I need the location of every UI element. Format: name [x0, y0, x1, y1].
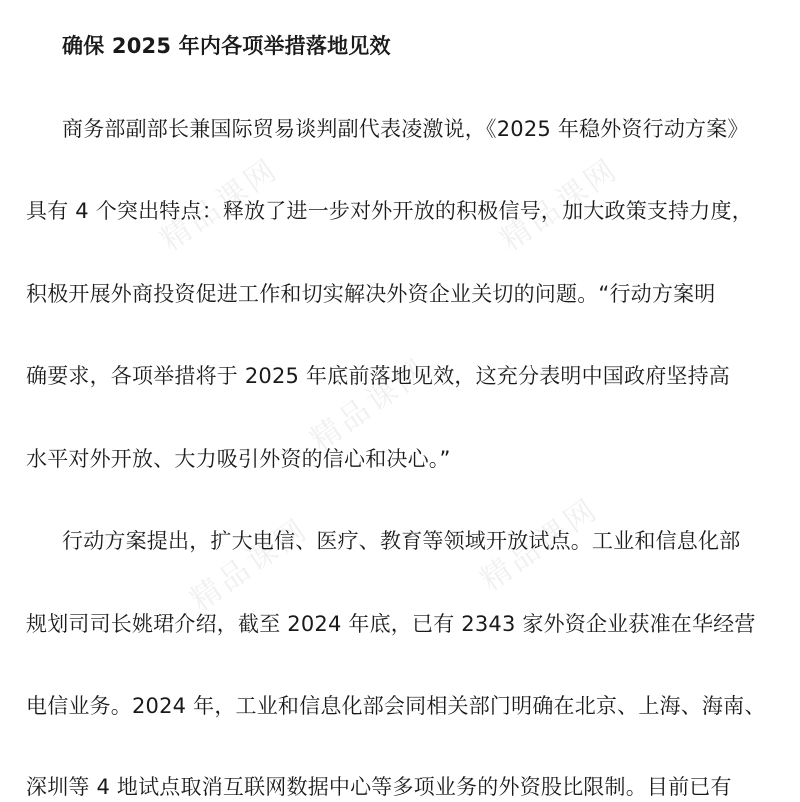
paragraph-line: 积极开展外商投资促进工作和切实解决外资企业关切的问题。“行动方案明: [26, 282, 716, 306]
watermark: 精品课网: [154, 151, 286, 259]
paragraph-line: 具有 4 个突出特点：释放了进一步对外开放的积极信号，加大政策支持力度，: [26, 199, 753, 223]
paragraph-line: 水平对外开放、大力吸引外资的信心和决心。”: [26, 447, 451, 471]
paragraph-line: 深圳等 4 地试点取消互联网数据中心等多项业务的外资股比限制。目前已有: [26, 775, 732, 799]
paragraph-line: 商务部副部长兼国际贸易谈判副代表凌激说，《2025 年稳外资行动方案》: [62, 117, 749, 141]
watermark: 精品课网: [494, 151, 626, 259]
watermark: 精品课网: [184, 511, 316, 619]
section-heading: 确保 2025 年内各项举措落地见效: [62, 34, 391, 58]
paragraph-line: 行动方案提出，扩大电信、医疗、教育等领域开放试点。工业和信息化部: [62, 529, 741, 553]
paragraph-line: 确要求，各项举措将于 2025 年底前落地见效，这充分表明中国政府坚持高: [26, 364, 730, 388]
paragraph-line: 电信业务。2024 年，工业和信息化部会同相关部门明确在北京、上海、海南、: [26, 694, 766, 718]
watermark: 精品课网: [304, 351, 436, 459]
watermark: 精品课网: [474, 491, 606, 599]
paragraph-line: 规划司司长姚珺介绍，截至 2024 年底，已有 2343 家外资企业获准在华经营: [26, 612, 756, 636]
